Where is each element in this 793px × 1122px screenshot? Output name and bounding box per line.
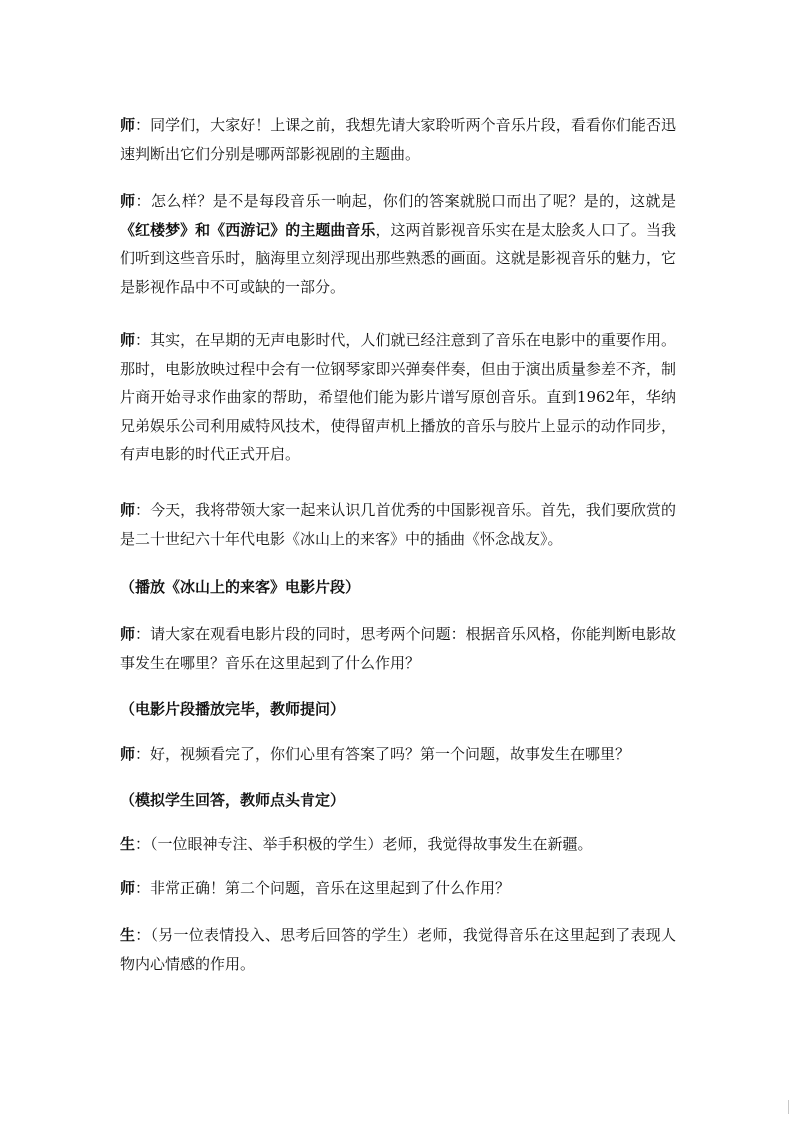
paragraph-11 — [120, 874, 676, 903]
paragraph-text: 其实，在早期的无声电影时代，人们就已经注意到了音乐在电影中的重要作用。那时，电影放映过程中会有一位钢琴家即兴弹奏伴奏，但由于演出质量参差不齐，制片商开始寻求作曲家的帮助，希望他们能为影片谱写原创音乐。直到1962年，华纳兄弟娱乐公司利用威特风技术，使得留声机上播放的音乐与胶片上显示的动作同步，有声电影的时代正式开启。 — [120, 331, 676, 463]
speaker-label: 生 — [120, 926, 136, 944]
paragraph-2 — [120, 187, 676, 301]
paragraph-6 — [120, 620, 676, 677]
separator: ： — [135, 745, 151, 763]
speaker-label: 生 — [120, 835, 136, 853]
speaker-label: 师 — [120, 745, 136, 763]
paragraph-text: 今天，我将带领大家一起来认识几首优秀的中国影视音乐。首先，我们要欣赏的是二十世纪六十年代电影《冰山上的来客》中的插曲《怀念战友》。 — [120, 501, 676, 548]
paragraph-text: （一位眼神专注、举手积极的学生）老师，我觉得故事发生在新疆。 — [150, 835, 593, 853]
paragraph-12 — [120, 921, 676, 978]
speaker-label: 师 — [120, 331, 136, 349]
bold-emphasis: 《红楼梦》和《西游记》的主题曲音乐 — [120, 220, 376, 239]
stage-direction-1: （播放《冰山上的来客》电影片段） — [120, 578, 361, 596]
separator: ： — [135, 879, 151, 897]
speaker-label: 师 — [120, 625, 136, 643]
paragraph-4 — [120, 496, 676, 553]
paragraph-text: 怎么样？是不是每段音乐一响起，你们的答案就脱口而出了呢？是的，这就是 — [150, 192, 676, 210]
paragraph-text: 好，视频看完了，你们心里有答案了吗？第一个问题，故事发生在哪里？ — [150, 745, 631, 763]
speaker-label: 师 — [120, 501, 136, 519]
speaker-label: 师 — [120, 879, 136, 897]
paragraph-text: （另一位表情投入、思考后回答的学生）老师，我觉得音乐在这里起到了表现人物内心情感的作用。 — [120, 926, 676, 973]
paragraph-text: ，这两首影视音乐实在是太脍炙人口了。当我们听到这些音乐时，脑海里立刻浮现出那些熟悉的画面。这就是影视音乐的魅力，它是影视作品中不可或缺的一部分。 — [120, 220, 676, 296]
separator: ： — [135, 116, 151, 134]
separator: ： — [135, 192, 151, 210]
separator: ： — [135, 835, 151, 853]
separator: ： — [135, 331, 151, 349]
paragraph-text: 非常正确！第二个问题，音乐在这里起到了什么作用？ — [150, 879, 511, 897]
paragraph-3 — [120, 326, 676, 469]
speaker-label: 师 — [120, 116, 136, 134]
separator: ： — [135, 625, 151, 643]
paragraph-10 — [120, 830, 676, 859]
paragraph-text: 请大家在观看电影片段的同时，思考两个问题：根据音乐风格，你能判断电影故事发生在哪里？音乐在这里起到了什么作用？ — [120, 625, 676, 672]
separator: ： — [135, 501, 151, 519]
paragraph-text: 同学们，大家好！上课之前，我想先请大家聆听两个音乐片段，看看你们能否迅速判断出它们分别是哪两部影视剧的主题曲。 — [120, 116, 676, 163]
paragraph-1 — [120, 111, 676, 168]
speaker-label: 师 — [120, 192, 136, 210]
separator: ： — [135, 926, 151, 944]
stage-direction-2: （电影片段播放完毕，教师提问） — [120, 700, 346, 718]
stage-direction-3: （模拟学生回答，教师点头肯定） — [120, 791, 346, 809]
page-edge-mark — [788, 1100, 789, 1114]
paragraph-8 — [120, 740, 676, 769]
